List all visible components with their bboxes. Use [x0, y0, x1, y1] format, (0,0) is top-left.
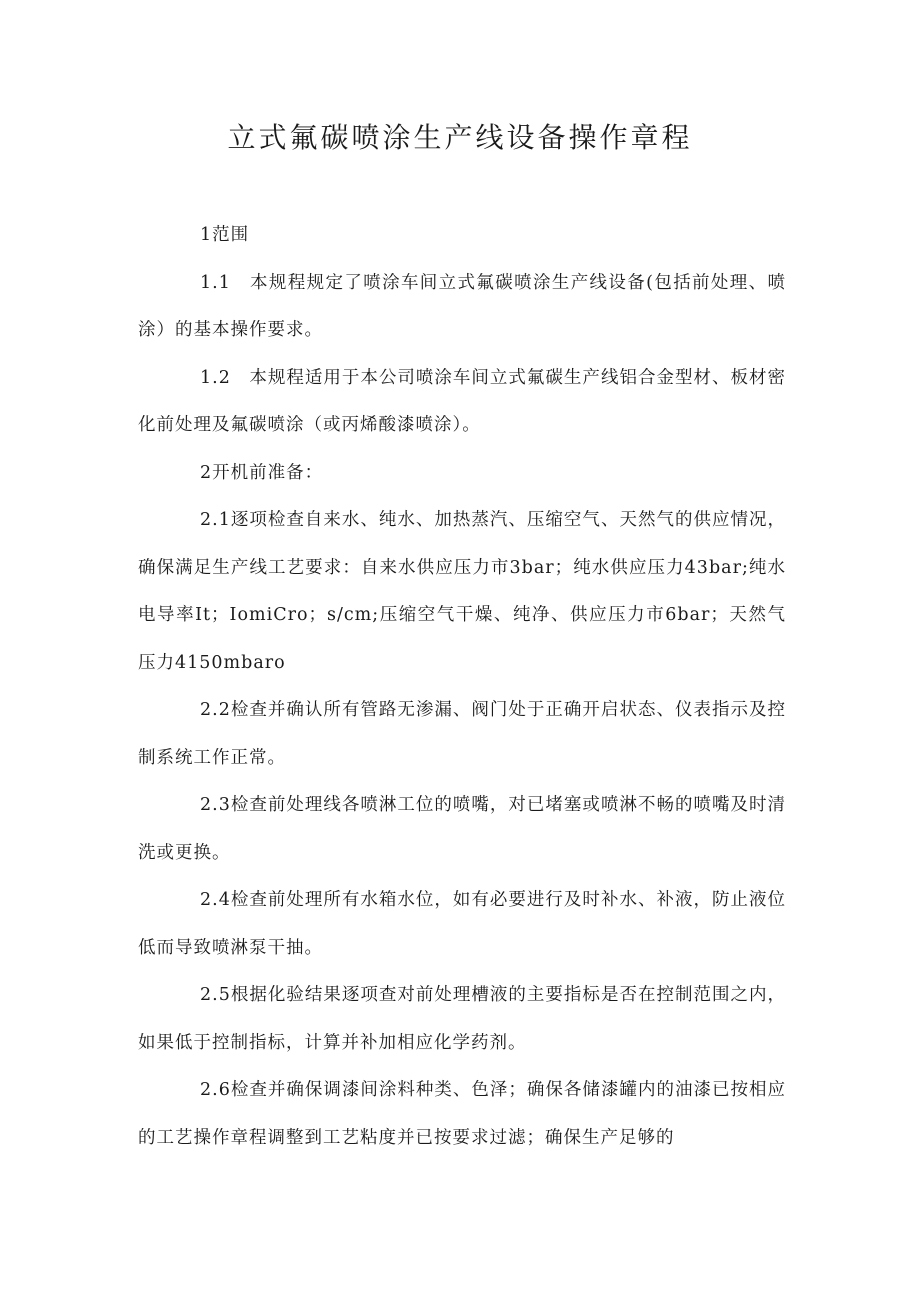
paragraph-1-1: 1.1 本规程规定了喷涂车间立式氟碳喷涂生产线设备(包括前处理、喷涂）的基本操作要求。: [138, 272, 786, 340]
document-title: 立式氟碳喷涂生产线设备操作章程: [227, 121, 693, 154]
paragraph-1-2: 1.2 本规程适用于本公司喷涂车间立式氟碳生产线铝合金型材、板材密化前处理及氟碳喷涂（或丙烯酸漆喷涂）。: [138, 367, 786, 435]
paragraph-2-5: 2.5根据化验结果逐项查对前处理槽液的主要指标是否在控制范围之内，如果低于控制指标，计算并补加相应化学药剂。: [138, 985, 786, 1053]
paragraph-2-4: 2.4检查前处理所有水箱水位，如有必要进行及时补水、补液，防止液位低而导致喷淋泵干抽。: [138, 890, 786, 958]
document-body: [138, 212, 786, 1162]
paragraph-2-6: 2.6检查并确保调漆间涂料种类、色泽；确保各储漆罐内的油漆已按相应的工艺操作章程调整到工艺粘度并已按要求过滤；确保生产足够的: [138, 1080, 786, 1148]
paragraph-2-1: 2.1逐项检查自来水、纯水、加热蒸汽、压缩空气、天然气的供应情况，确保满足生产线工艺要求：自来水供应压力市3bar；纯水供应压力43bar;纯水电导率It；IomiCro；s/cm;压缩空气干燥、纯净、供应压力市6bar；天然气压力4150mbaro: [138, 510, 786, 673]
section-heading-preparation: 2开机前准备：: [200, 462, 324, 483]
section-heading-scope: 1范围: [200, 225, 250, 245]
paragraph-2-3: 2.3检查前处理线各喷淋工位的喷嘴，对已堵塞或喷淋不畅的喷嘴及时清洗或更换。: [138, 795, 786, 863]
paragraph-2-2: 2.2检查并确认所有管路无渗漏、阀门处于正确开启状态、仪表指示及控制系统工作正常。: [138, 700, 786, 768]
